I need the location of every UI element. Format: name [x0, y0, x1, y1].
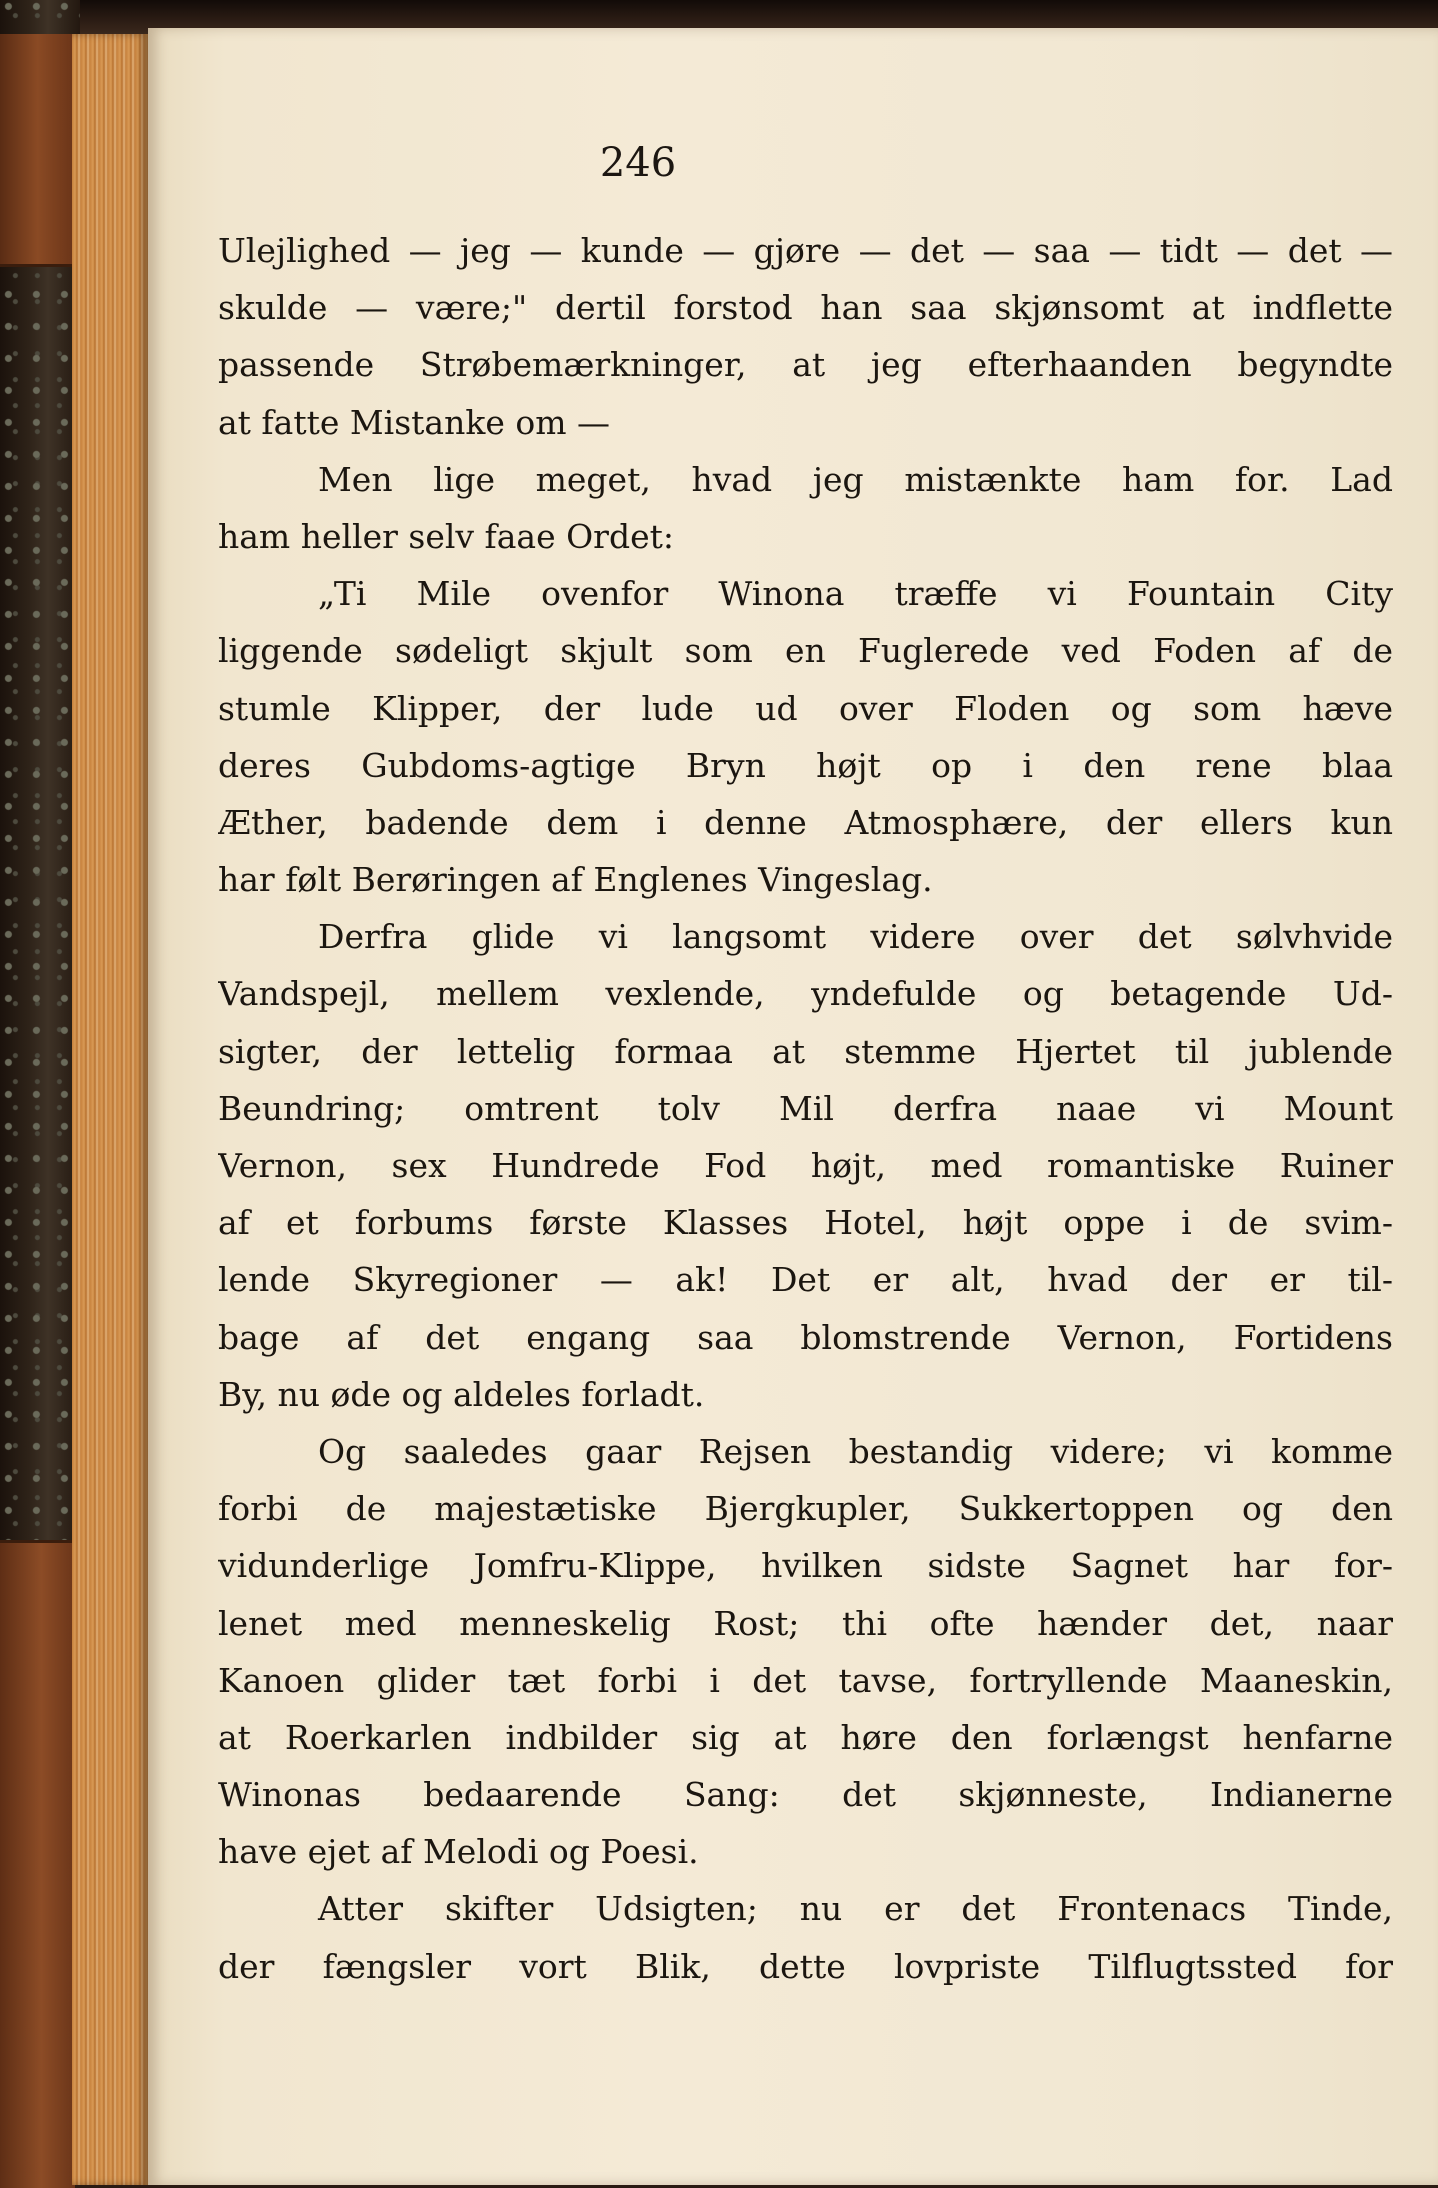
- text-line: har følt Berøringen af Englenes Vingeslag.: [218, 860, 933, 900]
- text-line: Atter skifter Udsigten; nu er det Frontenacs Tinde,: [318, 1889, 1393, 1929]
- text-line: at fatte Mistanke om —: [218, 402, 610, 442]
- book-leather-corner-bottom: [0, 1540, 75, 2188]
- text-line: Æther, badende dem i denne Atmosphære, der ellers kun: [218, 802, 1393, 842]
- text-line: Ulejlighed — jeg — kunde — gjøre — det — saa — tidt — det —: [218, 231, 1393, 270]
- text-line: skulde — være;" dertil forstod han saa skjønsomt at indflette: [218, 288, 1393, 328]
- page-text: [218, 222, 1393, 1995]
- text-line: lenet med menneskelig Rost; thi ofte hænder det, naar: [218, 1603, 1393, 1643]
- text-line: sigter, der lettelig formaa at stemme Hjertet til jublende: [218, 1031, 1393, 1071]
- text-line: Beundring; omtrent tolv Mil derfra naae vi Mount: [218, 1088, 1393, 1128]
- text-line: Derfra glide vi langsomt videre over det sølvhvide: [318, 917, 1393, 957]
- text-line: af et forbums første Klasses Hotel, højt oppe i de svim-: [218, 1203, 1393, 1243]
- text-line: lende Skyregioner — ak! Det er alt, hvad der er til-: [218, 1260, 1393, 1300]
- text-line: deres Gubdoms-agtige Bryn højt op i den rene blaa: [218, 745, 1393, 785]
- text-line: have ejet af Melodi og Poesi.: [218, 1832, 699, 1872]
- page-number: 246: [599, 140, 677, 186]
- text-line: vidunderlige Jomfru-Klippe, hvilken sidste Sagnet har for-: [218, 1546, 1393, 1586]
- text-line: passende Strøbemærkninger, at jeg efterhaanden begyndte: [218, 345, 1393, 385]
- text-line: Kanoen glider tæt forbi i det tavse, fortryllende Maaneskin,: [218, 1660, 1393, 1700]
- text-line: ham heller selv faae Ordet:: [218, 516, 674, 556]
- text-line: stumle Klipper, der lude ud over Floden og som hæve: [218, 688, 1393, 728]
- text-line: at Roerkarlen indbilder sig at høre den forlængst henfarne: [218, 1717, 1393, 1757]
- text-line: Men lige meget, hvad jeg mistænkte ham for. Lad: [318, 459, 1393, 499]
- text-line: Vernon, sex Hundrede Fod højt, med romantiske Ruiner: [218, 1146, 1393, 1185]
- page-edges: [72, 34, 148, 2185]
- text-line: Winonas bedaarende Sang: det skjønneste, Indianerne: [218, 1775, 1393, 1815]
- text-line: forbi de majestætiske Bjergkupler, Sukkertoppen og den: [218, 1489, 1393, 1529]
- text-line: liggende sødeligt skjult som en Fuglerede ved Foden af de: [218, 631, 1393, 671]
- text-line: der fængsler vort Blik, dette lovpriste Tilflugtssted for: [218, 1946, 1393, 1986]
- text-line: By, nu øde og aldeles forladt.: [218, 1374, 705, 1414]
- text-line: „Ti Mile ovenfor Winona træffe vi Fountain City: [318, 574, 1393, 614]
- text-line: bage af det engang saa blomstrende Vernon, Fortidens: [218, 1317, 1393, 1357]
- text-line: Vandspejl, mellem vexlende, yndefulde og betagende Ud-: [218, 974, 1393, 1014]
- text-line: Og saaledes gaar Rejsen bestandig videre; vi komme: [318, 1431, 1393, 1471]
